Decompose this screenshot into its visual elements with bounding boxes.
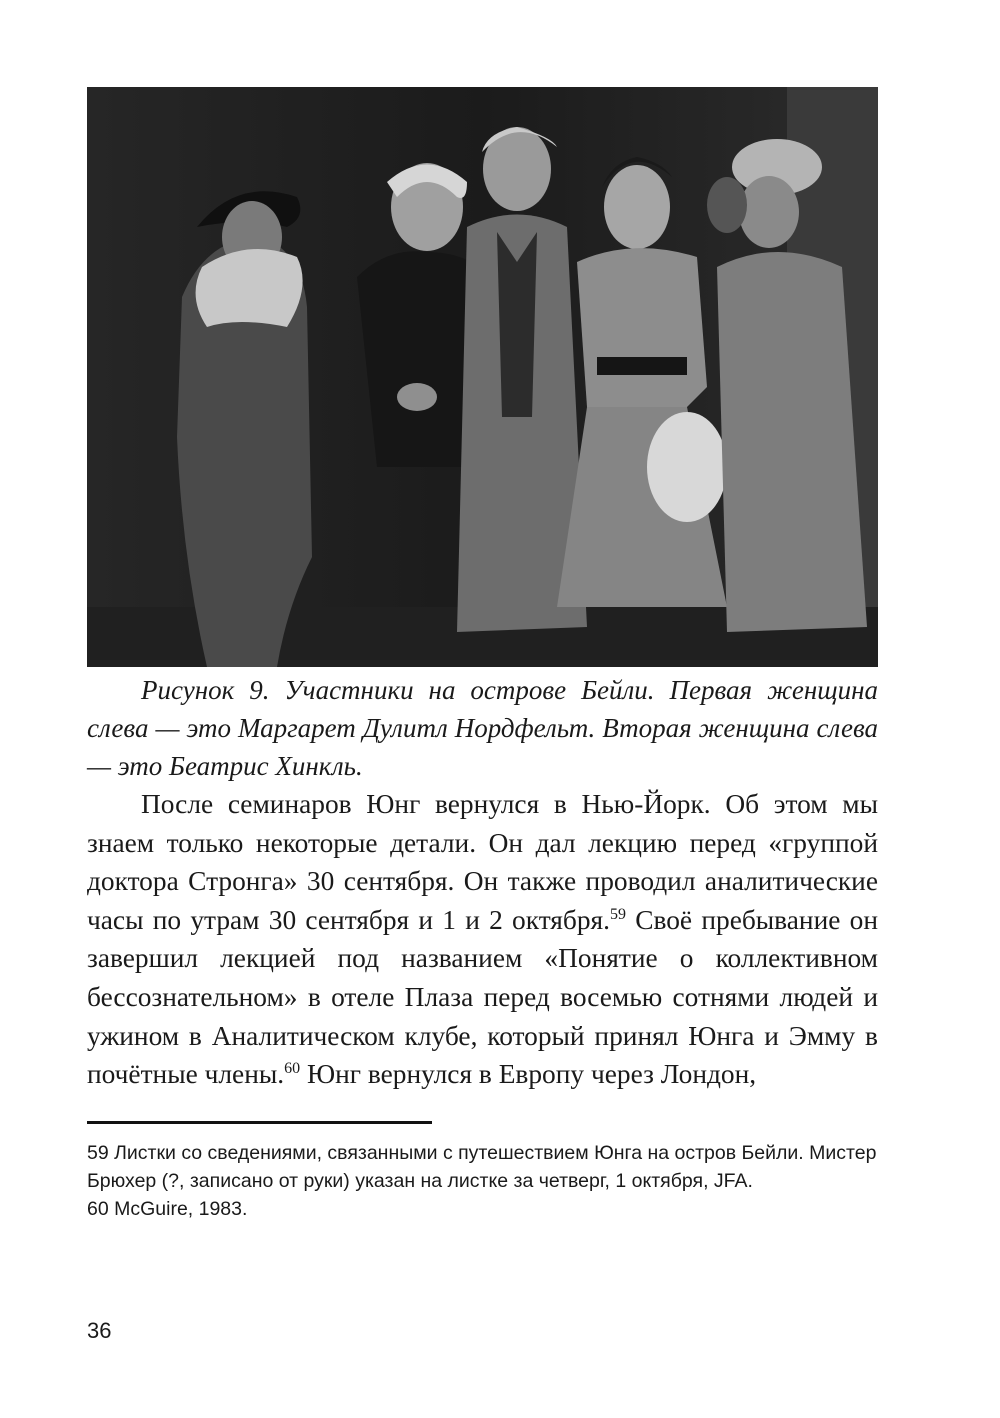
body-text-part: После семинаров Юнг вернулся в Нью-Йорк. Об этом мы знаем только некоторые детали. Он дал лекцию перед «группой доктора Стронга» 30 сентября. Он также проводил аналитические часы по утрам 30 сентября и 1 и 2 октября.	[87, 789, 878, 935]
footnote-ref[interactable]: 59	[609, 905, 626, 923]
figure-photo	[87, 87, 878, 667]
photo-illustration	[87, 87, 878, 667]
footnote-divider	[87, 1121, 432, 1124]
figure-caption: Рисунок 9. Участники на острове Бейли. Первая женщина слева — это Маргарет Дулитл Нордфельт. Вторая женщина слева — это Беатрис Хинкль.	[87, 675, 878, 781]
body-text-part: Юнг вернулся в Европу через Лондон,	[300, 1059, 757, 1090]
body-text-part: Своё пребывание он завершил лекцией под названием «Понятие о коллективном бессознательном» в отеле Плаза перед восемью сотнями людей и ужином в Аналитическом клубе, который принял Юнга и Эмму в почётные члены.	[87, 904, 878, 1090]
footnote: 60 McGuire, 1983.	[87, 1198, 248, 1220]
body-paragraph	[87, 785, 878, 1094]
footnotes	[87, 1139, 882, 1223]
footnote-ref[interactable]: 60	[284, 1060, 301, 1078]
page-number: 36	[87, 1318, 112, 1343]
footnote: 59 Листки со сведениями, связанными с путешествием Юнга на остров Бейли. Мистер Брюхер (?, записано от руки) указан на листке за четверг, 1 октября, JFA.	[87, 1142, 877, 1192]
